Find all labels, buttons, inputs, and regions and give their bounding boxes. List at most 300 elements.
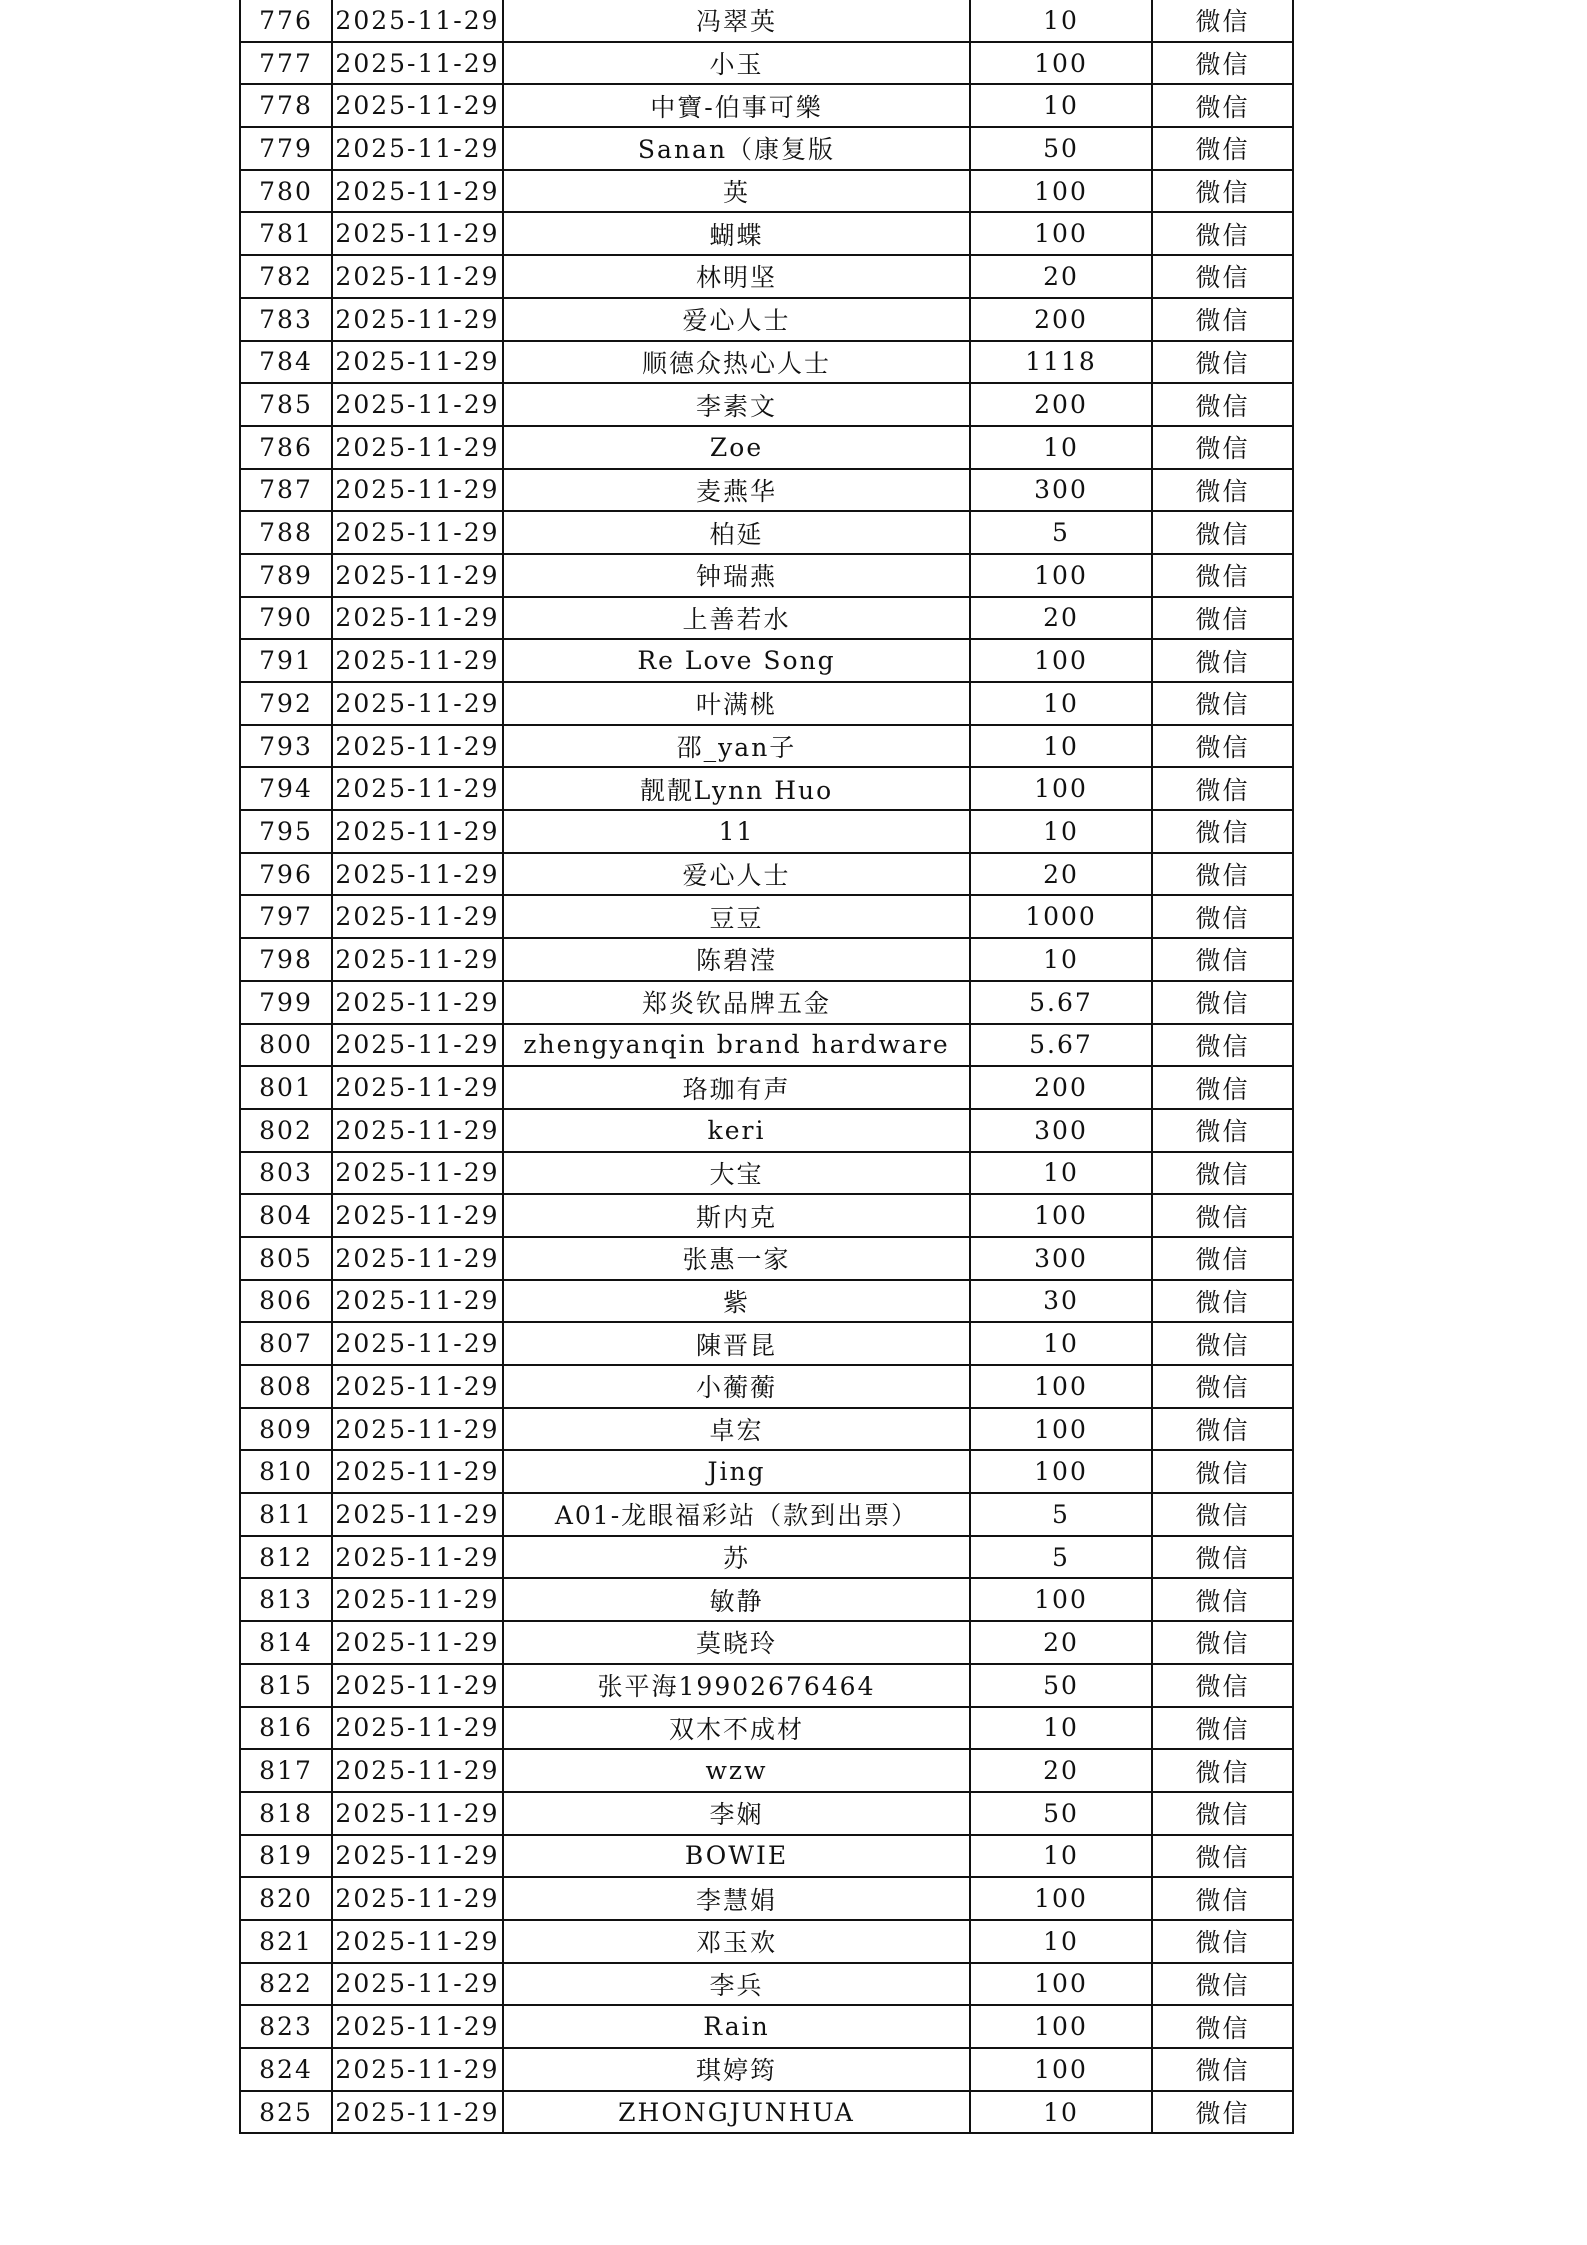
amount-cell: 5.67 bbox=[970, 981, 1152, 1024]
row-number-cell: 805 bbox=[240, 1237, 332, 1280]
table-row bbox=[240, 767, 1293, 810]
date-cell: 2025-11-29 bbox=[332, 1621, 503, 1664]
amount-cell: 5.67 bbox=[970, 1024, 1152, 1067]
row-number-cell: 810 bbox=[240, 1450, 332, 1493]
amount-cell: 200 bbox=[970, 383, 1152, 426]
donor-name-cell: 邓玉欢 bbox=[503, 1920, 970, 1963]
table-row bbox=[240, 1024, 1293, 1067]
donor-name-cell: 林明坚 bbox=[503, 255, 970, 298]
table-row bbox=[240, 170, 1293, 213]
row-number-cell: 804 bbox=[240, 1194, 332, 1237]
row-number-cell: 778 bbox=[240, 84, 332, 127]
date-cell: 2025-11-29 bbox=[332, 981, 503, 1024]
row-number-cell: 812 bbox=[240, 1536, 332, 1579]
payment-channel-cell: 微信 bbox=[1152, 1109, 1293, 1152]
table-row bbox=[240, 84, 1293, 127]
row-number-cell: 809 bbox=[240, 1408, 332, 1451]
table-row bbox=[240, 127, 1293, 170]
date-cell: 2025-11-29 bbox=[332, 725, 503, 768]
donor-name-cell: 小蘅蘅 bbox=[503, 1365, 970, 1408]
donor-name-cell: 蝴蝶 bbox=[503, 212, 970, 255]
date-cell: 2025-11-29 bbox=[332, 1963, 503, 2006]
payment-channel-cell: 微信 bbox=[1152, 639, 1293, 682]
donor-name-cell: Zoe bbox=[503, 426, 970, 469]
row-number-cell: 813 bbox=[240, 1578, 332, 1621]
amount-cell: 100 bbox=[970, 639, 1152, 682]
row-number-cell: 814 bbox=[240, 1621, 332, 1664]
donor-name-cell: 爱心人士 bbox=[503, 298, 970, 341]
row-number-cell: 795 bbox=[240, 810, 332, 853]
donor-name-cell: Re Love Song bbox=[503, 639, 970, 682]
table-row bbox=[240, 639, 1293, 682]
row-number-cell: 787 bbox=[240, 469, 332, 512]
table-row bbox=[240, 1963, 1293, 2006]
donor-name-cell: 陈碧滢 bbox=[503, 938, 970, 981]
donor-name-cell: A01-龙眼福彩站（款到出票） bbox=[503, 1493, 970, 1536]
donor-name-cell: ZHONGJUNHUA bbox=[503, 2091, 970, 2134]
amount-cell: 200 bbox=[970, 298, 1152, 341]
amount-cell: 100 bbox=[970, 170, 1152, 213]
donation-table-body bbox=[240, 0, 1293, 2133]
table-row bbox=[240, 1322, 1293, 1365]
payment-channel-cell: 微信 bbox=[1152, 682, 1293, 725]
payment-channel-cell: 微信 bbox=[1152, 1066, 1293, 1109]
table-row bbox=[240, 426, 1293, 469]
row-number-cell: 788 bbox=[240, 511, 332, 554]
row-number-cell: 777 bbox=[240, 42, 332, 85]
payment-channel-cell: 微信 bbox=[1152, 853, 1293, 896]
date-cell: 2025-11-29 bbox=[332, 767, 503, 810]
amount-cell: 10 bbox=[970, 1835, 1152, 1878]
date-cell: 2025-11-29 bbox=[332, 1024, 503, 1067]
date-cell: 2025-11-29 bbox=[332, 1749, 503, 1792]
donor-name-cell: Rain bbox=[503, 2005, 970, 2048]
donor-name-cell: zhengyanqin brand hardware bbox=[503, 1024, 970, 1067]
date-cell: 2025-11-29 bbox=[332, 1578, 503, 1621]
donor-name-cell: 郑炎钦品牌五金 bbox=[503, 981, 970, 1024]
table-row bbox=[240, 1578, 1293, 1621]
amount-cell: 10 bbox=[970, 1152, 1152, 1195]
table-row bbox=[240, 597, 1293, 640]
date-cell: 2025-11-29 bbox=[332, 1664, 503, 1707]
payment-channel-cell: 微信 bbox=[1152, 469, 1293, 512]
payment-channel-cell: 微信 bbox=[1152, 2091, 1293, 2134]
table-row bbox=[240, 1835, 1293, 1878]
row-number-cell: 793 bbox=[240, 725, 332, 768]
date-cell: 2025-11-29 bbox=[332, 938, 503, 981]
date-cell: 2025-11-29 bbox=[332, 2048, 503, 2091]
table-row bbox=[240, 1408, 1293, 1451]
date-cell: 2025-11-29 bbox=[332, 341, 503, 384]
table-row bbox=[240, 1664, 1293, 1707]
donor-name-cell: 中寶-伯事可樂 bbox=[503, 84, 970, 127]
amount-cell: 100 bbox=[970, 1408, 1152, 1451]
date-cell: 2025-11-29 bbox=[332, 212, 503, 255]
row-number-cell: 825 bbox=[240, 2091, 332, 2134]
payment-channel-cell: 微信 bbox=[1152, 1322, 1293, 1365]
payment-channel-cell: 微信 bbox=[1152, 1920, 1293, 1963]
date-cell: 2025-11-29 bbox=[332, 1450, 503, 1493]
donor-name-cell: 琪婷筠 bbox=[503, 2048, 970, 2091]
date-cell: 2025-11-29 bbox=[332, 597, 503, 640]
payment-channel-cell: 微信 bbox=[1152, 895, 1293, 938]
payment-channel-cell: 微信 bbox=[1152, 1621, 1293, 1664]
amount-cell: 10 bbox=[970, 810, 1152, 853]
amount-cell: 20 bbox=[970, 853, 1152, 896]
amount-cell: 20 bbox=[970, 1749, 1152, 1792]
table-row bbox=[240, 895, 1293, 938]
table-row bbox=[240, 42, 1293, 85]
donor-name-cell: 靓靓Lynn Huo bbox=[503, 767, 970, 810]
date-cell: 2025-11-29 bbox=[332, 1920, 503, 1963]
row-number-cell: 808 bbox=[240, 1365, 332, 1408]
amount-cell: 100 bbox=[970, 1578, 1152, 1621]
amount-cell: 100 bbox=[970, 42, 1152, 85]
table-row bbox=[240, 1450, 1293, 1493]
amount-cell: 100 bbox=[970, 1450, 1152, 1493]
donor-name-cell: wzw bbox=[503, 1749, 970, 1792]
date-cell: 2025-11-29 bbox=[332, 1194, 503, 1237]
payment-channel-cell: 微信 bbox=[1152, 127, 1293, 170]
date-cell: 2025-11-29 bbox=[332, 1365, 503, 1408]
donor-name-cell: 李慧娟 bbox=[503, 1877, 970, 1920]
row-number-cell: 824 bbox=[240, 2048, 332, 2091]
payment-channel-cell: 微信 bbox=[1152, 597, 1293, 640]
donor-name-cell: 叶满桃 bbox=[503, 682, 970, 725]
amount-cell: 10 bbox=[970, 2091, 1152, 2134]
amount-cell: 20 bbox=[970, 255, 1152, 298]
table-row bbox=[240, 1109, 1293, 1152]
payment-channel-cell: 微信 bbox=[1152, 426, 1293, 469]
table-row bbox=[240, 1194, 1293, 1237]
date-cell: 2025-11-29 bbox=[332, 298, 503, 341]
date-cell: 2025-11-29 bbox=[332, 469, 503, 512]
payment-channel-cell: 微信 bbox=[1152, 1408, 1293, 1451]
table-row bbox=[240, 1920, 1293, 1963]
amount-cell: 100 bbox=[970, 767, 1152, 810]
row-number-cell: 821 bbox=[240, 1920, 332, 1963]
table-row bbox=[240, 1707, 1293, 1750]
payment-channel-cell: 微信 bbox=[1152, 1664, 1293, 1707]
row-number-cell: 798 bbox=[240, 938, 332, 981]
amount-cell: 100 bbox=[970, 1963, 1152, 2006]
amount-cell: 50 bbox=[970, 127, 1152, 170]
row-number-cell: 807 bbox=[240, 1322, 332, 1365]
payment-channel-cell: 微信 bbox=[1152, 1963, 1293, 2006]
table-row bbox=[240, 255, 1293, 298]
payment-channel-cell: 微信 bbox=[1152, 1749, 1293, 1792]
amount-cell: 5 bbox=[970, 1536, 1152, 1579]
table-row bbox=[240, 1066, 1293, 1109]
table-row bbox=[240, 1792, 1293, 1835]
table-row bbox=[240, 511, 1293, 554]
date-cell: 2025-11-29 bbox=[332, 1792, 503, 1835]
date-cell: 2025-11-29 bbox=[332, 2091, 503, 2134]
amount-cell: 10 bbox=[970, 426, 1152, 469]
date-cell: 2025-11-29 bbox=[332, 1877, 503, 1920]
payment-channel-cell: 微信 bbox=[1152, 1365, 1293, 1408]
row-number-cell: 794 bbox=[240, 767, 332, 810]
donation-table bbox=[239, 0, 1294, 2134]
amount-cell: 30 bbox=[970, 1280, 1152, 1323]
row-number-cell: 779 bbox=[240, 127, 332, 170]
row-number-cell: 800 bbox=[240, 1024, 332, 1067]
date-cell: 2025-11-29 bbox=[332, 426, 503, 469]
donor-name-cell: 陳晋昆 bbox=[503, 1322, 970, 1365]
payment-channel-cell: 微信 bbox=[1152, 1707, 1293, 1750]
donor-name-cell: 李娴 bbox=[503, 1792, 970, 1835]
date-cell: 2025-11-29 bbox=[332, 810, 503, 853]
row-number-cell: 811 bbox=[240, 1493, 332, 1536]
date-cell: 2025-11-29 bbox=[332, 255, 503, 298]
payment-channel-cell: 微信 bbox=[1152, 810, 1293, 853]
date-cell: 2025-11-29 bbox=[332, 84, 503, 127]
date-cell: 2025-11-29 bbox=[332, 511, 503, 554]
donor-name-cell: 李兵 bbox=[503, 1963, 970, 2006]
amount-cell: 100 bbox=[970, 212, 1152, 255]
amount-cell: 100 bbox=[970, 554, 1152, 597]
amount-cell: 10 bbox=[970, 84, 1152, 127]
table-row bbox=[240, 383, 1293, 426]
table-row bbox=[240, 469, 1293, 512]
date-cell: 2025-11-29 bbox=[332, 1237, 503, 1280]
date-cell: 2025-11-29 bbox=[332, 1152, 503, 1195]
donor-name-cell: 双木不成材 bbox=[503, 1707, 970, 1750]
amount-cell: 20 bbox=[970, 1621, 1152, 1664]
date-cell: 2025-11-29 bbox=[332, 1493, 503, 1536]
row-number-cell: 783 bbox=[240, 298, 332, 341]
row-number-cell: 817 bbox=[240, 1749, 332, 1792]
row-number-cell: 790 bbox=[240, 597, 332, 640]
row-number-cell: 823 bbox=[240, 2005, 332, 2048]
payment-channel-cell: 微信 bbox=[1152, 1578, 1293, 1621]
date-cell: 2025-11-29 bbox=[332, 639, 503, 682]
payment-channel-cell: 微信 bbox=[1152, 981, 1293, 1024]
payment-channel-cell: 微信 bbox=[1152, 212, 1293, 255]
amount-cell: 300 bbox=[970, 1237, 1152, 1280]
table-row bbox=[240, 682, 1293, 725]
donor-name-cell: 爱心人士 bbox=[503, 853, 970, 896]
table-row bbox=[240, 1749, 1293, 1792]
date-cell: 2025-11-29 bbox=[332, 1408, 503, 1451]
donor-name-cell: Sanan（康复版 bbox=[503, 127, 970, 170]
table-row bbox=[240, 0, 1293, 42]
date-cell: 2025-11-29 bbox=[332, 170, 503, 213]
row-number-cell: 789 bbox=[240, 554, 332, 597]
date-cell: 2025-11-29 bbox=[332, 1322, 503, 1365]
amount-cell: 300 bbox=[970, 1109, 1152, 1152]
amount-cell: 10 bbox=[970, 938, 1152, 981]
payment-channel-cell: 微信 bbox=[1152, 1877, 1293, 1920]
amount-cell: 100 bbox=[970, 2005, 1152, 2048]
donor-name-cell: 柏延 bbox=[503, 511, 970, 554]
table-row bbox=[240, 853, 1293, 896]
donor-name-cell: 豆豆 bbox=[503, 895, 970, 938]
amount-cell: 10 bbox=[970, 725, 1152, 768]
row-number-cell: 816 bbox=[240, 1707, 332, 1750]
row-number-cell: 802 bbox=[240, 1109, 332, 1152]
payment-channel-cell: 微信 bbox=[1152, 1450, 1293, 1493]
table-row bbox=[240, 341, 1293, 384]
table-row bbox=[240, 298, 1293, 341]
donor-name-cell: 珞珈有声 bbox=[503, 1066, 970, 1109]
donor-name-cell: 紫 bbox=[503, 1280, 970, 1323]
amount-cell: 50 bbox=[970, 1664, 1152, 1707]
date-cell: 2025-11-29 bbox=[332, 1536, 503, 1579]
payment-channel-cell: 微信 bbox=[1152, 341, 1293, 384]
date-cell: 2025-11-29 bbox=[332, 1109, 503, 1152]
row-number-cell: 799 bbox=[240, 981, 332, 1024]
donor-name-cell: 张平海19902676464 bbox=[503, 1664, 970, 1707]
donor-name-cell: 顺德众热心人士 bbox=[503, 341, 970, 384]
table-row bbox=[240, 981, 1293, 1024]
table-row bbox=[240, 1877, 1293, 1920]
payment-channel-cell: 微信 bbox=[1152, 938, 1293, 981]
row-number-cell: 797 bbox=[240, 895, 332, 938]
row-number-cell: 785 bbox=[240, 383, 332, 426]
amount-cell: 5 bbox=[970, 511, 1152, 554]
table-row bbox=[240, 212, 1293, 255]
payment-channel-cell: 微信 bbox=[1152, 1280, 1293, 1323]
payment-channel-cell: 微信 bbox=[1152, 42, 1293, 85]
date-cell: 2025-11-29 bbox=[332, 1280, 503, 1323]
table-row bbox=[240, 1237, 1293, 1280]
table-row bbox=[240, 1493, 1293, 1536]
donor-name-cell: BOWIE bbox=[503, 1835, 970, 1878]
table-row bbox=[240, 1365, 1293, 1408]
date-cell: 2025-11-29 bbox=[332, 127, 503, 170]
payment-channel-cell: 微信 bbox=[1152, 84, 1293, 127]
table-row bbox=[240, 1152, 1293, 1195]
row-number-cell: 791 bbox=[240, 639, 332, 682]
amount-cell: 300 bbox=[970, 469, 1152, 512]
amount-cell: 200 bbox=[970, 1066, 1152, 1109]
amount-cell: 10 bbox=[970, 1322, 1152, 1365]
date-cell: 2025-11-29 bbox=[332, 682, 503, 725]
table-row bbox=[240, 2048, 1293, 2091]
date-cell: 2025-11-29 bbox=[332, 1707, 503, 1750]
date-cell: 2025-11-29 bbox=[332, 42, 503, 85]
donor-name-cell: 钟瑞燕 bbox=[503, 554, 970, 597]
amount-cell: 100 bbox=[970, 1877, 1152, 1920]
date-cell: 2025-11-29 bbox=[332, 554, 503, 597]
row-number-cell: 818 bbox=[240, 1792, 332, 1835]
table-row bbox=[240, 1621, 1293, 1664]
row-number-cell: 781 bbox=[240, 212, 332, 255]
payment-channel-cell: 微信 bbox=[1152, 2048, 1293, 2091]
row-number-cell: 806 bbox=[240, 1280, 332, 1323]
row-number-cell: 820 bbox=[240, 1877, 332, 1920]
amount-cell: 10 bbox=[970, 1920, 1152, 1963]
row-number-cell: 796 bbox=[240, 853, 332, 896]
payment-channel-cell: 微信 bbox=[1152, 511, 1293, 554]
payment-channel-cell: 微信 bbox=[1152, 0, 1293, 42]
payment-channel-cell: 微信 bbox=[1152, 383, 1293, 426]
payment-channel-cell: 微信 bbox=[1152, 170, 1293, 213]
date-cell: 2025-11-29 bbox=[332, 0, 503, 42]
amount-cell: 1000 bbox=[970, 895, 1152, 938]
donor-name-cell: 小玉 bbox=[503, 42, 970, 85]
row-number-cell: 803 bbox=[240, 1152, 332, 1195]
row-number-cell: 822 bbox=[240, 1963, 332, 2006]
donor-name-cell: Jing bbox=[503, 1450, 970, 1493]
table-row bbox=[240, 938, 1293, 981]
donor-name-cell: 敏静 bbox=[503, 1578, 970, 1621]
row-number-cell: 776 bbox=[240, 0, 332, 42]
row-number-cell: 784 bbox=[240, 341, 332, 384]
row-number-cell: 801 bbox=[240, 1066, 332, 1109]
donor-name-cell: 11 bbox=[503, 810, 970, 853]
payment-channel-cell: 微信 bbox=[1152, 767, 1293, 810]
table-row bbox=[240, 810, 1293, 853]
table-row bbox=[240, 725, 1293, 768]
table-row bbox=[240, 2091, 1293, 2134]
date-cell: 2025-11-29 bbox=[332, 1066, 503, 1109]
payment-channel-cell: 微信 bbox=[1152, 2005, 1293, 2048]
donor-name-cell: 麦燕华 bbox=[503, 469, 970, 512]
donation-table-page bbox=[239, 0, 1292, 2134]
amount-cell: 20 bbox=[970, 597, 1152, 640]
payment-channel-cell: 微信 bbox=[1152, 1194, 1293, 1237]
amount-cell: 100 bbox=[970, 1194, 1152, 1237]
donor-name-cell: 苏 bbox=[503, 1536, 970, 1579]
table-row bbox=[240, 1280, 1293, 1323]
date-cell: 2025-11-29 bbox=[332, 383, 503, 426]
payment-channel-cell: 微信 bbox=[1152, 1835, 1293, 1878]
payment-channel-cell: 微信 bbox=[1152, 725, 1293, 768]
payment-channel-cell: 微信 bbox=[1152, 1024, 1293, 1067]
table-row bbox=[240, 1536, 1293, 1579]
date-cell: 2025-11-29 bbox=[332, 853, 503, 896]
payment-channel-cell: 微信 bbox=[1152, 1536, 1293, 1579]
row-number-cell: 792 bbox=[240, 682, 332, 725]
amount-cell: 10 bbox=[970, 682, 1152, 725]
donor-name-cell: 斯内克 bbox=[503, 1194, 970, 1237]
donor-name-cell: 李素文 bbox=[503, 383, 970, 426]
row-number-cell: 819 bbox=[240, 1835, 332, 1878]
payment-channel-cell: 微信 bbox=[1152, 298, 1293, 341]
table-row bbox=[240, 2005, 1293, 2048]
amount-cell: 100 bbox=[970, 2048, 1152, 2091]
donor-name-cell: 上善若水 bbox=[503, 597, 970, 640]
date-cell: 2025-11-29 bbox=[332, 2005, 503, 2048]
row-number-cell: 782 bbox=[240, 255, 332, 298]
donor-name-cell: 张惠一家 bbox=[503, 1237, 970, 1280]
donor-name-cell: 卓宏 bbox=[503, 1408, 970, 1451]
donor-name-cell: 英 bbox=[503, 170, 970, 213]
donor-name-cell: keri bbox=[503, 1109, 970, 1152]
payment-channel-cell: 微信 bbox=[1152, 1152, 1293, 1195]
row-number-cell: 815 bbox=[240, 1664, 332, 1707]
date-cell: 2025-11-29 bbox=[332, 1835, 503, 1878]
amount-cell: 5 bbox=[970, 1493, 1152, 1536]
donor-name-cell: 邵_yan子 bbox=[503, 725, 970, 768]
amount-cell: 50 bbox=[970, 1792, 1152, 1835]
amount-cell: 100 bbox=[970, 1365, 1152, 1408]
payment-channel-cell: 微信 bbox=[1152, 1237, 1293, 1280]
table-row bbox=[240, 554, 1293, 597]
row-number-cell: 780 bbox=[240, 170, 332, 213]
row-number-cell: 786 bbox=[240, 426, 332, 469]
amount-cell: 1118 bbox=[970, 341, 1152, 384]
payment-channel-cell: 微信 bbox=[1152, 554, 1293, 597]
payment-channel-cell: 微信 bbox=[1152, 1493, 1293, 1536]
donor-name-cell: 大宝 bbox=[503, 1152, 970, 1195]
payment-channel-cell: 微信 bbox=[1152, 255, 1293, 298]
date-cell: 2025-11-29 bbox=[332, 895, 503, 938]
donor-name-cell: 冯翠英 bbox=[503, 0, 970, 42]
donor-name-cell: 莫晓玲 bbox=[503, 1621, 970, 1664]
